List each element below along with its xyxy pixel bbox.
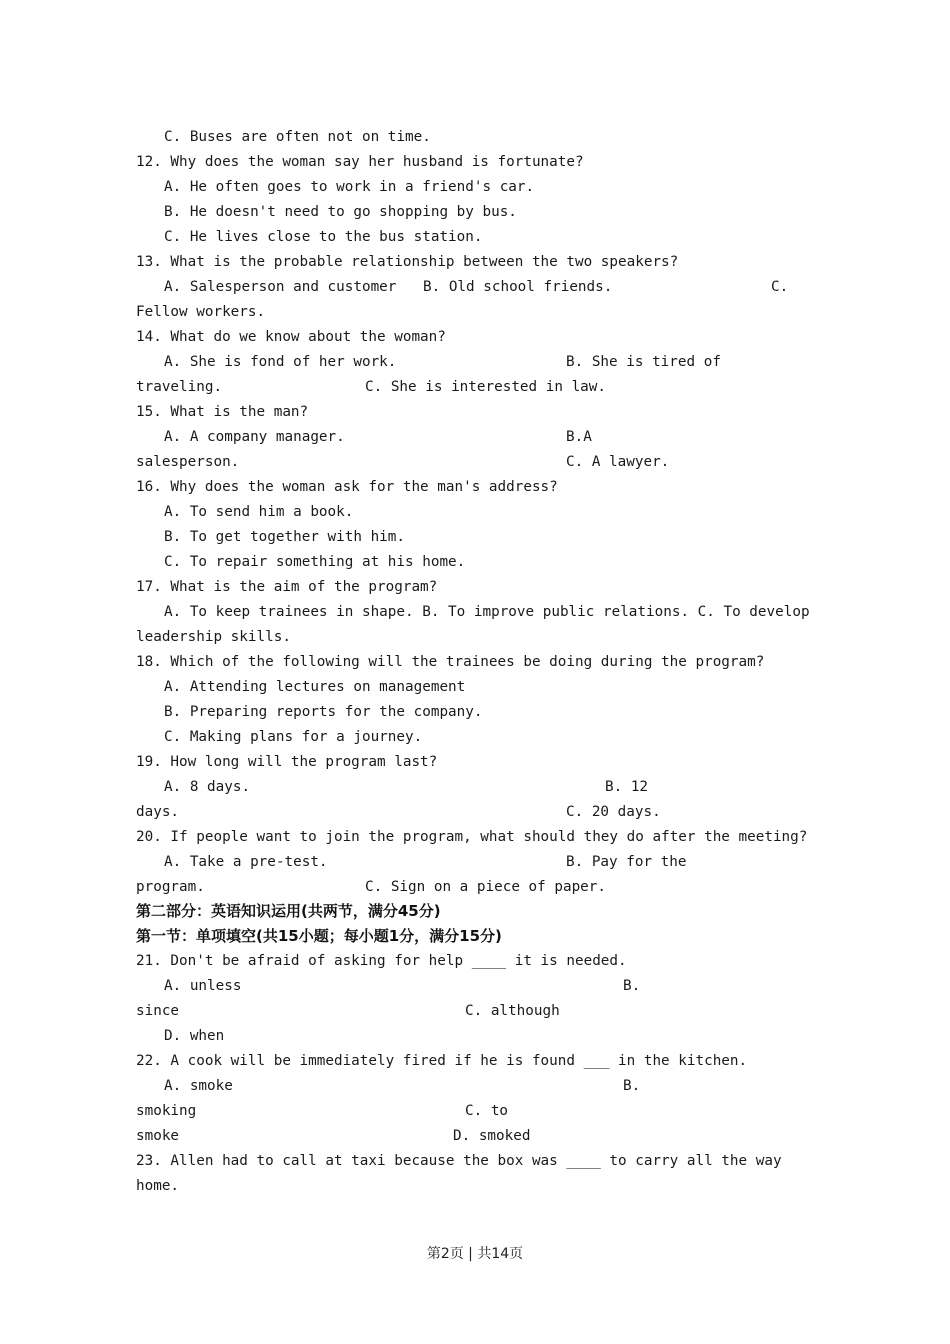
q19-option-b: B. 12 <box>605 779 649 795</box>
q13-option-c-text: Fellow workers. <box>136 304 266 320</box>
q19-option-b-cont: days. <box>136 804 180 820</box>
q15-option-b-cont: salesperson. <box>136 454 240 470</box>
q16-option-c: C. To repair something at his home. <box>164 554 466 570</box>
question-18: 18. Which of the following will the trainees be doing during the program? <box>136 654 765 670</box>
q21-option-c: C. although <box>465 1003 560 1019</box>
q15-option-c: C. A lawyer. <box>566 454 670 470</box>
q16-option-b: B. To get together with him. <box>164 529 406 545</box>
q19-option-c: C. 20 days. <box>566 804 661 820</box>
q20-option-b-cont: program. <box>136 879 205 895</box>
q14-option-b-cont: traveling. <box>136 379 223 395</box>
section-one-heading: 第一节：单项填空(共15小题；每小题1分，满分15分) <box>136 927 502 945</box>
question-17: 17. What is the aim of the program? <box>136 579 438 595</box>
q17-options: A. To keep trainees in shape. B. To improve public relations. C. To develop <box>164 604 810 620</box>
q13-option-b: B. Old school friends. <box>423 279 613 295</box>
question-15: 15. What is the man? <box>136 404 309 420</box>
question-16: 16. Why does the woman ask for the man's address? <box>136 479 558 495</box>
question-22: 22. A cook will be immediately fired if he is found ___ in the kitchen. <box>136 1053 748 1069</box>
question-14: 14. What do we know about the woman? <box>136 329 446 345</box>
q12-option-a: A. He often goes to work in a friend's car. <box>164 179 535 195</box>
q16-option-a: A. To send him a book. <box>164 504 354 520</box>
question-12: 12. Why does the woman say her husband is fortunate? <box>136 154 584 170</box>
q18-option-a: A. Attending lectures on management <box>164 679 466 695</box>
page-footer: 第2页 | 共14页 <box>426 1246 524 1262</box>
q21-option-d: D. when <box>164 1028 225 1044</box>
q14-option-a: A. She is fond of her work. <box>164 354 397 370</box>
question-20: 20. If people want to join the program, what should they do after the meeting? <box>136 829 808 845</box>
q22-option-b-text: smoking <box>136 1103 197 1119</box>
q17-options-cont: leadership skills. <box>136 629 291 645</box>
q21-option-b-label: B. <box>623 978 641 994</box>
q18-option-c: C. Making plans for a journey. <box>164 729 423 745</box>
q14-option-c: C. She is interested in law. <box>365 379 607 395</box>
q20-option-c: C. Sign on a piece of paper. <box>365 879 607 895</box>
q22-option-a: A. smoke <box>164 1078 233 1094</box>
q22-option-c: C. to <box>465 1103 509 1119</box>
question-13: 13. What is the probable relationship between the two speakers? <box>136 254 679 270</box>
q13-option-a: A. Salesperson and customer <box>164 279 397 295</box>
question-23-cont: home. <box>136 1178 180 1194</box>
part-two-heading: 第二部分：英语知识运用(共两节，满分45分) <box>136 902 441 920</box>
q22-option-d: D. smoked <box>453 1128 531 1144</box>
q21-option-a: A. unless <box>164 978 242 994</box>
q19-option-a: A. 8 days. <box>164 779 251 795</box>
q22-option-c-cont: smoke <box>136 1128 180 1144</box>
question-23: 23. Allen had to call at taxi because the box was ____ to carry all the way <box>136 1153 782 1169</box>
q14-option-b: B. She is tired of <box>566 354 721 370</box>
q18-option-b: B. Preparing reports for the company. <box>164 704 483 720</box>
q20-option-a: A. Take a pre-test. <box>164 854 328 870</box>
q11-option-c: C. Buses are often not on time. <box>164 129 431 145</box>
question-21: 21. Don't be afraid of asking for help ____ it is needed. <box>136 953 627 969</box>
q15-option-b: B.A <box>566 429 592 445</box>
q22-option-b-label: B. <box>623 1078 641 1094</box>
q21-option-b-text: since <box>136 1003 180 1019</box>
q13-option-c-label: C. <box>771 279 789 295</box>
q12-option-c: C. He lives close to the bus station. <box>164 229 483 245</box>
question-19: 19. How long will the program last? <box>136 754 438 770</box>
q20-option-b: B. Pay for the <box>566 854 687 870</box>
q15-option-a: A. A company manager. <box>164 429 345 445</box>
q12-option-b: B. He doesn't need to go shopping by bus. <box>164 204 517 220</box>
